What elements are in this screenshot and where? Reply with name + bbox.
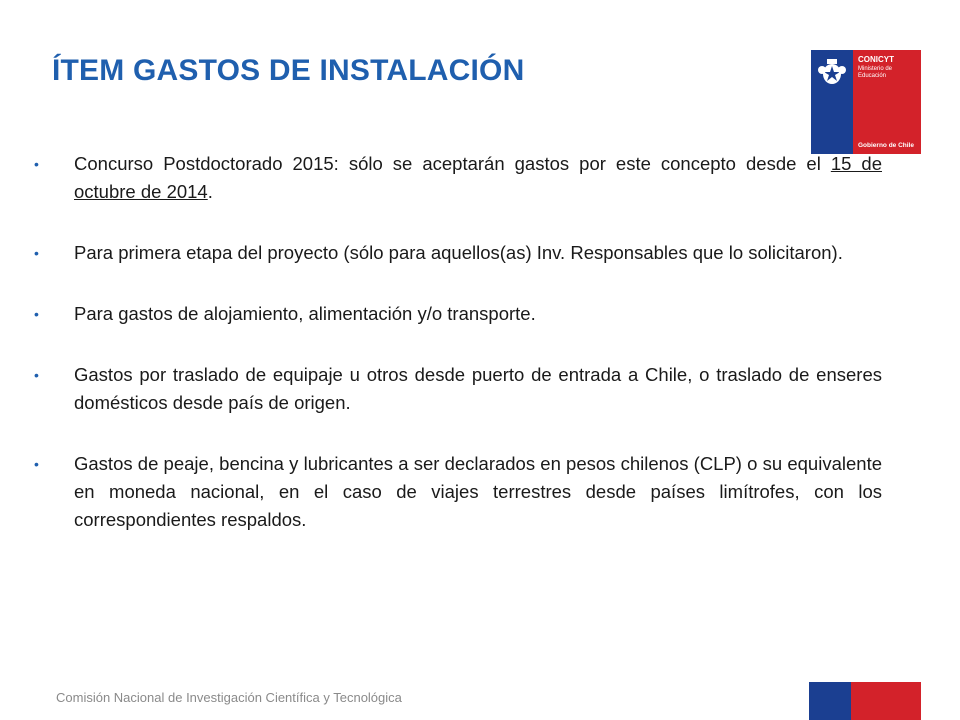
- bullet-marker: •: [34, 156, 39, 172]
- logo-ministry: Ministerio de Educación: [858, 66, 893, 79]
- footer-flag-blue: [809, 682, 851, 720]
- bullet-text: Gastos de peaje, bencina y lubricantes a ser declarados en pesos chilenos (CLP) o su equivalente en moneda nacional, en el caso de viajes terrestres desde países limítrofes, con los correspondientes respaldos.: [74, 453, 882, 530]
- bullet-item: [34, 361, 882, 417]
- bullet-item: [34, 150, 882, 206]
- bullet-marker: •: [34, 367, 39, 383]
- bullet-text: Para gastos de alojamiento, alimentación y/o transporte.: [74, 303, 536, 324]
- bullet-item: [34, 450, 882, 534]
- bullet-marker: •: [34, 245, 39, 261]
- footer-text: Comisión Nacional de Investigación Científica y Tecnológica: [56, 690, 402, 705]
- bullet-marker: •: [34, 306, 39, 322]
- chile-coat-of-arms-icon: [815, 56, 849, 90]
- bullet-date-underlined: 15 de octubre de 2014: [74, 153, 882, 202]
- bullet-text-pre: Concurso Postdoctorado 2015: sólo se aceptarán gastos por este concepto desde el: [74, 153, 831, 174]
- bullet-marker: •: [34, 456, 39, 472]
- bullet-text: Para primera etapa del proyecto (sólo para aquellos(as) Inv. Responsables que lo solicitaron).: [74, 242, 843, 263]
- slide-title: ÍTEM GASTOS DE INSTALACIÓN: [52, 54, 525, 87]
- conicyt-logo: [811, 50, 921, 154]
- bullet-item: [34, 300, 882, 328]
- bullet-text: Gastos por traslado de equipaje u otros desde puerto de entrada a Chile, o traslado de enseres domésticos desde país de origen.: [74, 364, 882, 413]
- logo-red-panel: [853, 50, 921, 154]
- bullet-text-post: .: [207, 181, 213, 202]
- bullet-list: [34, 150, 882, 567]
- logo-name: CONICYT: [858, 55, 894, 64]
- bullet-item: [34, 239, 882, 267]
- footer-flag-bar: [809, 682, 921, 720]
- logo-blue-panel: [811, 50, 853, 154]
- logo-government: Gobierno de Chile: [858, 142, 914, 149]
- footer-flag-red: [851, 682, 921, 720]
